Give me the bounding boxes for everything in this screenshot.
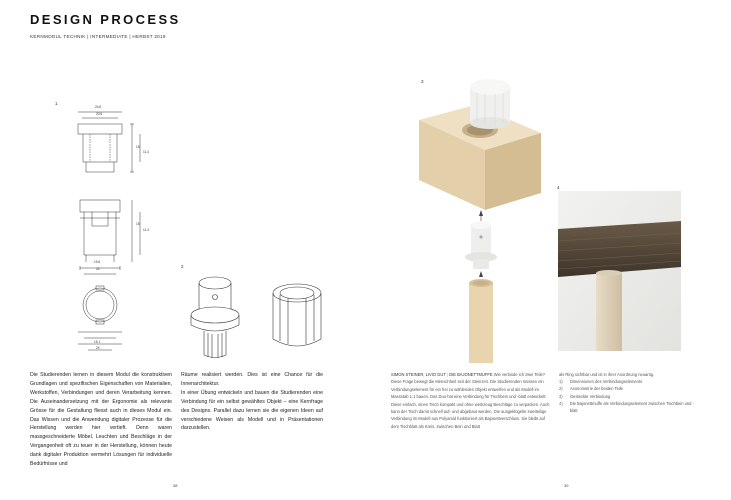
page-subtitle: KERNMODUL TECHNIK | INTERMEDIATE | HERBST 2019 [30, 34, 166, 39]
figure-1-number: 1 [55, 101, 58, 106]
project-text [391, 371, 551, 430]
text-column-2 [181, 371, 323, 433]
caption-intro: als Ring sichtbar und ist in ihrer Anordnung neuartig. [559, 372, 655, 377]
dim-2: 20.6 [96, 112, 103, 116]
figure-3-number: 3 [421, 79, 424, 84]
dim-1: 24.6 [95, 105, 102, 109]
dim-4: 11.4 [143, 150, 149, 154]
figure-caption-list [559, 371, 699, 414]
list-item: 3) Gesteckte Verbindung [559, 393, 611, 399]
project-description: Wie verbinde ich zwei Teile? Diese Frage bewegt die Menschheit seit der Steinzeit. Die Studierenden müssen ein Verbindungselement für ein frei zu wählendes Objekt entwerfen und als Modell im Massstab 1:1 bauen. Das Duo hat eine Verbindung für Tischbein und -blatt entwickelt. Diese einfach, einen Tisch kompakt und ohne werkzeug Beschläge zu verpacken. Auch kann der Tisch damit schnell auf- und abgebaut werden. Die ausgeklügelte zweiteilige Verbindung im Modell aus Polyamid funktioniert als Bajonettverschluss. Sie bleibt auf dem Tischblatt als Kreis, zwischen Bein und Blatt [391, 372, 550, 429]
list-item: 4) Die Bajonettmuffe als Verbindungselement zwischen Tischbein und -blatt [559, 400, 694, 414]
dim-10: 24 [96, 346, 100, 350]
text-column-1 [30, 371, 172, 469]
paragraph-1: Räume realisiert werden. Dies ist eine Chance für die Innenarchitektur. [181, 372, 323, 387]
list-item: 2) Axonometrie der beiden Teile [559, 386, 623, 392]
page-number-right: 39 [564, 483, 569, 488]
dim-6: 24 [96, 267, 100, 271]
dim-9: 15.1 [94, 340, 101, 344]
dim-8: 11.4 [143, 228, 149, 232]
paragraph-2: In einer Übung entwickeln und bauen die Studierenden eine Verbindung für ein selbst gewähltes Objekt – eine Kernfrage des Designs. Parallel dazu lernen sie die eigenen Ideen auf verschiedene Weisen als Modell und in Präsentationen darzustellen. [181, 389, 323, 432]
project-authors: SIMON STEINER, LIVIO GUT [391, 372, 446, 377]
photo-table-leg [558, 191, 681, 351]
list-item: 1) Dimensionen des Verbindungselements [559, 379, 643, 385]
dim-5: 19.6 [94, 260, 101, 264]
render-3d-figure [415, 85, 545, 365]
axonometric-drawing [180, 265, 340, 365]
figure-2-number: 2 [181, 264, 184, 269]
page-number-left: 38 [173, 483, 178, 488]
intro-paragraph: Die Studierenden lernen in diesem Modul die konstruktiven Grundlagen und spezifischen Eigenschaften von Materialien, Werkstoffen, Verbindungen und deren Verarbeitung kennen. Die Auseinandersetzung mit der Ergonomie als relevante Grösse für die Gestaltung fliesst auch in dieses Modul ein. Das Wissen und die Anwendung digitaler Prozesse für die Herstellung werden hier vertieft. Denn waren massgeschneiderte Möbel, Leuchten und Beschläge in der Vergangenheit oft zu teuer in der Herstellung, können heute dank digitaler Produktion vermehrt Lösungen für individuelle Bedürfnisse und [30, 372, 172, 468]
dim-3: 15 [136, 145, 140, 149]
project-title: DIE BAJONETTMUFFE [449, 372, 493, 377]
page-title: DESIGN PROCESS [30, 12, 181, 27]
project-separator: | [446, 372, 448, 377]
dim-7: 15 [136, 222, 140, 226]
figure-4-number: 4 [557, 185, 560, 190]
